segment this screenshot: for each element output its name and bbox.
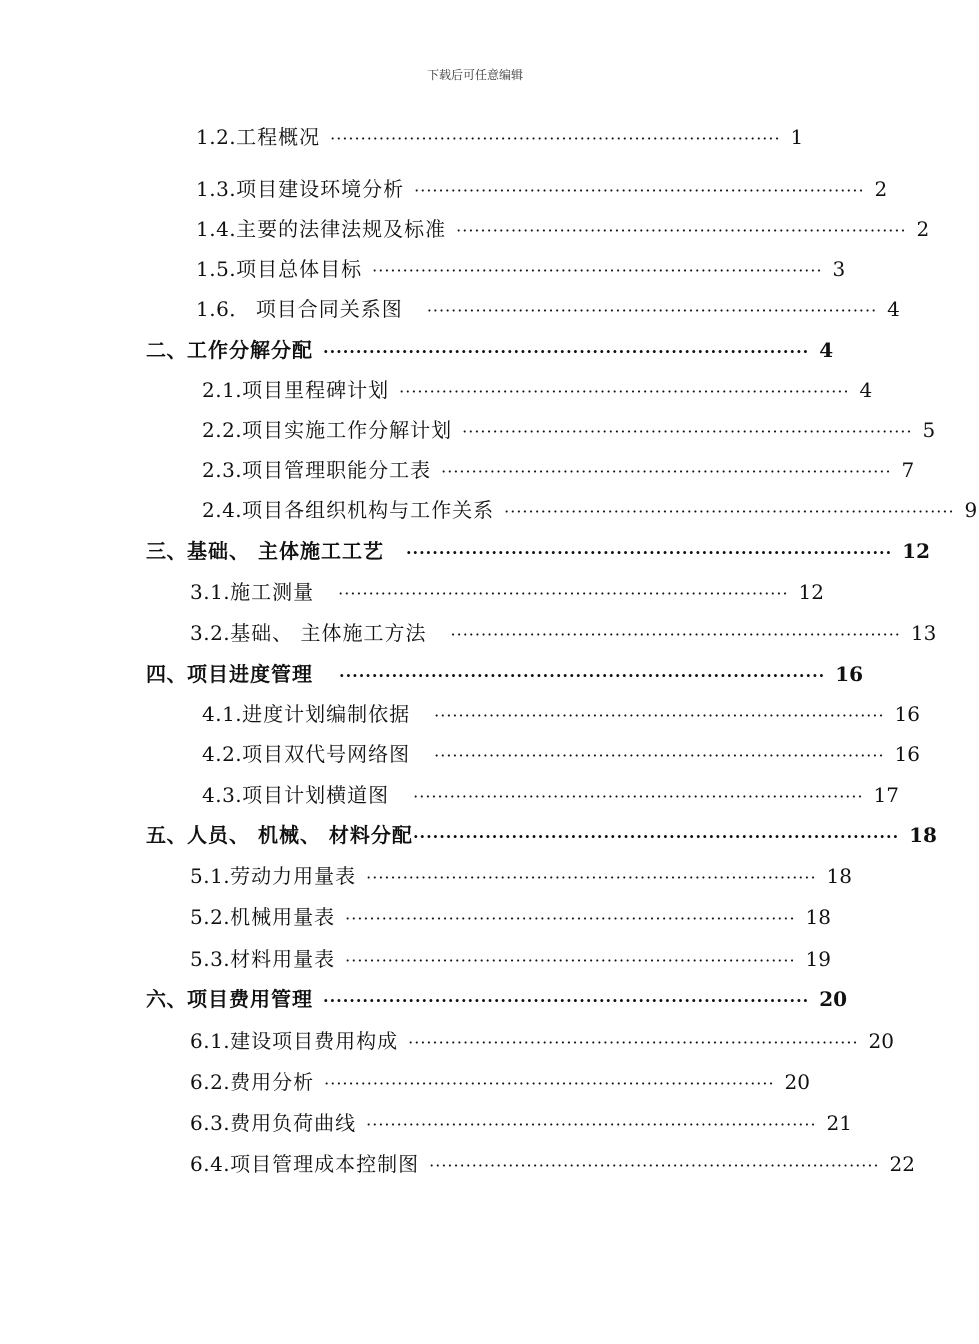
toc-entry-number: 5.1. xyxy=(190,864,231,888)
toc-leader-dots: ·········································································· xyxy=(462,422,913,441)
toc-entry[interactable] xyxy=(190,1069,810,1097)
toc-entry-page: 1 xyxy=(790,125,804,149)
toc-leader-dots: ·········································································· xyxy=(366,1115,817,1134)
toc-leader-dots: ·········································································· xyxy=(338,584,789,603)
toc-chapter-page: 20 xyxy=(819,987,848,1011)
toc-chapter-number: 三、 xyxy=(146,539,187,563)
toc-leader-dots: ·········································································· xyxy=(426,301,878,320)
toc-entry-number: 4.2. xyxy=(202,742,243,766)
toc-leader-dots: ·········································································· xyxy=(345,909,796,928)
toc-entry-number: 1.4. xyxy=(196,217,237,241)
toc-leader-dots: ·········································································· xyxy=(450,625,901,644)
toc-entry-page: 18 xyxy=(805,905,831,929)
toc-leader-dots: ·········································································· xyxy=(323,991,810,1010)
toc-entry-number: 2.1. xyxy=(202,378,243,402)
toc-leader-dots: ·········································································· xyxy=(405,543,893,562)
toc-chapter[interactable] xyxy=(146,538,931,566)
toc-leader-dots: ·········································································· xyxy=(412,827,900,846)
toc-leader-dots: ·········································································· xyxy=(504,502,955,521)
toc-entry-number: 2.2. xyxy=(202,418,243,442)
toc-leader-dots: ·········································································· xyxy=(434,706,885,725)
toc-entry[interactable] xyxy=(196,296,900,324)
toc-entry-page: 2 xyxy=(874,177,888,201)
toc-leader-dots: ·········································································· xyxy=(324,1074,775,1093)
toc-chapter[interactable] xyxy=(146,986,848,1014)
toc-entry-title: 项目建设环境分析 xyxy=(236,177,405,201)
toc-entry-number: 4.1. xyxy=(202,702,243,726)
toc-leader-dots: ·········································································· xyxy=(372,261,823,280)
toc-entry[interactable] xyxy=(190,904,831,932)
toc-entry-number: 5.3. xyxy=(190,947,231,971)
toc-entry-page: 17 xyxy=(873,783,899,807)
toc-entry-page: 12 xyxy=(798,580,824,604)
toc-entry-number: 5.2. xyxy=(190,905,231,929)
toc-leader-dots: ·········································································· xyxy=(429,1156,880,1175)
toc-entry[interactable] xyxy=(202,457,915,485)
toc-entry-page: 20 xyxy=(868,1029,894,1053)
toc-entry-title: 项目里程碑计划 xyxy=(242,378,390,402)
toc-chapter-title: 人员、 机械、 材料分配 xyxy=(187,823,413,847)
toc-entry-title: 项目各组织机构与工作关系 xyxy=(242,498,495,522)
toc-entry-title: 建设项目费用构成 xyxy=(230,1029,399,1053)
toc-entry-page: 18 xyxy=(826,864,852,888)
toc-entry[interactable] xyxy=(190,579,824,607)
toc-chapter-title: 基础、 主体施工工艺 xyxy=(187,539,384,563)
toc-chapter-title: 项目进度管理 xyxy=(187,662,313,686)
toc-chapter-number: 四、 xyxy=(146,662,187,686)
toc-entry-title: 进度计划编制依据 xyxy=(242,702,411,726)
toc-entry-title: 材料用量表 xyxy=(230,947,336,971)
toc-entry-page: 16 xyxy=(894,742,920,766)
toc-entry-number: 6.2. xyxy=(190,1070,231,1094)
toc-entry[interactable] xyxy=(190,1151,915,1179)
toc-entry[interactable] xyxy=(190,620,937,648)
toc-entry-title: 项目管理成本控制图 xyxy=(230,1152,420,1176)
toc-leader-dots: ·········································································· xyxy=(330,129,781,148)
toc-leader-dots: ·········································································· xyxy=(345,951,796,970)
toc-leader-dots: ·········································································· xyxy=(399,382,850,401)
page-header: 下载后可任意编辑 xyxy=(426,68,523,82)
toc-leader-dots: ·········································································· xyxy=(434,746,885,765)
toc-entry-title: 工程概况 xyxy=(236,125,321,149)
toc-entry-title: 项目总体目标 xyxy=(236,257,363,281)
toc-leader-dots: ·········································································· xyxy=(408,1033,859,1052)
toc-chapter[interactable] xyxy=(146,822,937,850)
toc-entry[interactable] xyxy=(202,377,873,405)
toc-entry-page: 4 xyxy=(887,297,900,321)
toc-entry-page: 20 xyxy=(784,1070,810,1094)
toc-entry-number: 6.1. xyxy=(190,1029,231,1053)
toc-entry[interactable] xyxy=(202,782,899,810)
toc-leader-dots: ·········································································· xyxy=(366,868,817,887)
toc-entry-title: 劳动力用量表 xyxy=(230,864,357,888)
toc-entry-number: 1.2. xyxy=(196,125,237,149)
toc-entry[interactable] xyxy=(196,124,804,152)
toc-entry-number: 3.1. xyxy=(190,580,231,604)
toc-chapter-number: 六、 xyxy=(146,987,187,1011)
toc-chapter[interactable] xyxy=(146,337,834,365)
toc-entry[interactable] xyxy=(190,946,831,974)
toc-entry-number: 1.3. xyxy=(196,177,237,201)
toc-entry-title: 项目管理职能分工表 xyxy=(242,458,432,482)
toc-entry[interactable] xyxy=(202,497,978,525)
toc-entry-number: 6.3. xyxy=(190,1111,231,1135)
toc-leader-dots: ·········································································· xyxy=(413,787,864,806)
toc-entry-page: 16 xyxy=(894,702,920,726)
toc-chapter-title: 项目费用管理 xyxy=(187,987,313,1011)
toc-entry-number: 2.4. xyxy=(202,498,243,522)
toc-entry-title: 施工测量 xyxy=(230,580,315,604)
toc-entry-page: 22 xyxy=(889,1152,915,1176)
toc-chapter-number: 五、 xyxy=(146,823,187,847)
toc-entry[interactable] xyxy=(202,701,920,729)
toc-entry-title: 项目实施工作分解计划 xyxy=(242,418,453,442)
toc-entry-title: 费用分析 xyxy=(230,1070,315,1094)
toc-chapter-title: 工作分解分配 xyxy=(187,338,313,362)
toc-entry-title: 机械用量表 xyxy=(230,905,336,929)
toc-entry-page: 21 xyxy=(826,1111,852,1135)
toc-entry-title: 主要的法律法规及标准 xyxy=(236,217,447,241)
toc-entry-number: 1.6． xyxy=(196,297,250,321)
toc-entry[interactable] xyxy=(190,1110,852,1138)
toc-entry[interactable] xyxy=(190,1028,894,1056)
toc-chapter-page: 18 xyxy=(909,823,937,847)
toc-entry-title: 项目合同关系图 xyxy=(255,297,403,321)
toc-chapter-page: 4 xyxy=(819,338,834,362)
toc-entry-number: 4.3. xyxy=(202,783,243,807)
toc-entry-page: 19 xyxy=(805,947,831,971)
toc-entry[interactable] xyxy=(196,256,846,284)
toc-chapter-number: 二、 xyxy=(146,338,187,362)
toc-chapter-page: 12 xyxy=(902,539,931,563)
toc-leader-dots: ·········································································· xyxy=(323,342,810,361)
toc-chapter-page: 16 xyxy=(835,662,864,686)
toc-leader-dots: ·········································································· xyxy=(339,666,826,685)
toc-leader-dots: ·········································································· xyxy=(414,181,865,200)
toc-entry-number: 2.3. xyxy=(202,458,243,482)
toc-entry-title: 项目双代号网络图 xyxy=(242,742,411,766)
toc-entry-page: 5 xyxy=(922,418,936,442)
toc-entry-page: 7 xyxy=(901,458,915,482)
toc-entry[interactable] xyxy=(202,741,920,769)
toc-chapter[interactable] xyxy=(146,661,864,689)
toc-entry-number: 6.4. xyxy=(190,1152,231,1176)
toc-entry-page: 2 xyxy=(916,217,930,241)
toc-entry-page: 4 xyxy=(859,378,873,402)
toc-entry-page: 3 xyxy=(832,257,846,281)
toc-entry[interactable] xyxy=(196,176,888,204)
toc-entry-title: 项目计划横道图 xyxy=(242,783,390,807)
toc-leader-dots: ·········································································· xyxy=(441,462,892,481)
toc-entry-title: 基础、 主体施工方法 xyxy=(230,621,427,645)
toc-entry[interactable] xyxy=(202,417,936,445)
toc-entry-page: 13 xyxy=(910,621,937,645)
toc-entry-number: 3.2. xyxy=(190,621,231,645)
toc-entry[interactable] xyxy=(190,863,852,891)
toc-entry[interactable] xyxy=(196,216,930,244)
toc-entry-page: 9 xyxy=(964,498,978,522)
toc-entry-title: 费用负荷曲线 xyxy=(230,1111,357,1135)
toc-entry-number: 1.5. xyxy=(196,257,237,281)
toc-leader-dots: ·········································································· xyxy=(456,221,907,240)
